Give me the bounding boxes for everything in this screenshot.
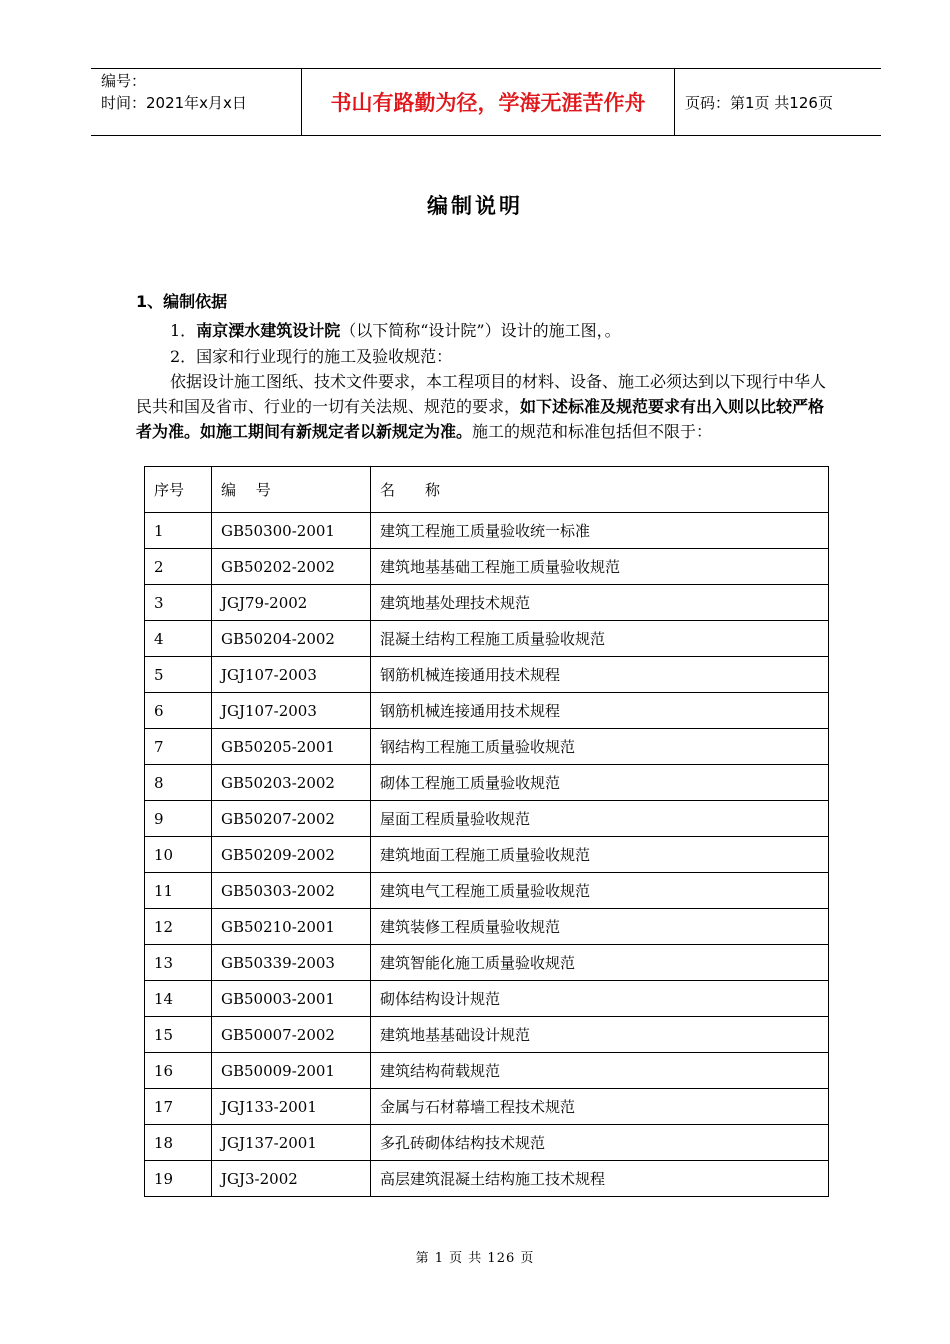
cell-code: JGJ133-2001	[212, 1089, 371, 1125]
cell-code: JGJ107-2003	[212, 693, 371, 729]
document-title: 编制说明	[427, 194, 523, 218]
table-row	[145, 909, 829, 945]
cell-index: 13	[145, 945, 212, 981]
cell-index: 9	[145, 801, 212, 837]
cell-code: GB50205-2001	[212, 729, 371, 765]
document-header	[91, 68, 881, 136]
cell-name: 建筑地面工程施工质量验收规范	[371, 837, 829, 873]
cell-index: 10	[145, 837, 212, 873]
cell-index: 11	[145, 873, 212, 909]
cell-name: 钢结构工程施工质量验收规范	[371, 729, 829, 765]
cell-index: 3	[145, 585, 212, 621]
table-row	[145, 837, 829, 873]
cell-name: 建筑电气工程施工质量验收规范	[371, 873, 829, 909]
cell-index: 15	[145, 1017, 212, 1053]
cell-index: 4	[145, 621, 212, 657]
design-institute-name: 南京溧水建筑设计院	[196, 321, 341, 340]
table-row	[145, 585, 829, 621]
cell-code: GB50007-2002	[212, 1017, 371, 1053]
table-row	[145, 549, 829, 585]
cell-name: 建筑工程施工质量验收统一标准	[371, 513, 829, 549]
cell-index: 12	[145, 909, 212, 945]
table-row	[145, 1161, 829, 1197]
paragraph-basis-1-rest: （以下简称“设计院”）设计的施工图，。	[340, 321, 621, 340]
cell-code: GB50210-2001	[212, 909, 371, 945]
cell-code: GB50003-2001	[212, 981, 371, 1017]
cell-name: 建筑地基处理技术规范	[371, 585, 829, 621]
cell-code: GB50303-2002	[212, 873, 371, 909]
table-row	[145, 729, 829, 765]
cell-name: 建筑智能化施工质量验收规范	[371, 945, 829, 981]
table-row	[145, 1125, 829, 1161]
cell-index: 16	[145, 1053, 212, 1089]
cell-name: 砌体工程施工质量验收规范	[371, 765, 829, 801]
cell-name: 屋面工程质量验收规范	[371, 801, 829, 837]
cell-code: GB50203-2002	[212, 765, 371, 801]
cell-code: JGJ3-2002	[212, 1161, 371, 1197]
paragraph-requirements	[136, 369, 836, 444]
cell-index: 1	[145, 513, 212, 549]
cell-code: GB50207-2002	[212, 801, 371, 837]
cell-index: 17	[145, 1089, 212, 1125]
cell-code: GB50300-2001	[212, 513, 371, 549]
table-header-name: 名 称	[371, 467, 829, 513]
table-row	[145, 981, 829, 1017]
cell-code: JGJ137-2001	[212, 1125, 371, 1161]
cell-name: 高层建筑混凝土结构施工技术规程	[371, 1161, 829, 1197]
cell-index: 7	[145, 729, 212, 765]
table-row	[145, 693, 829, 729]
paragraph-basis-2: 2．国家和行业现行的施工及验收规范：	[170, 347, 453, 366]
cell-code: JGJ107-2003	[212, 657, 371, 693]
cell-name: 建筑地基基础设计规范	[371, 1017, 829, 1053]
table-row	[145, 621, 829, 657]
header-page-info: 页码：第1页 共126页	[675, 69, 882, 136]
paragraph-basis-1	[136, 318, 836, 343]
cell-index: 14	[145, 981, 212, 1017]
table-header-index: 序号	[145, 467, 212, 513]
header-motto: 书山有路勤为径，学海无涯苦作舟	[302, 69, 675, 136]
header-meta	[91, 69, 302, 136]
cell-index: 18	[145, 1125, 212, 1161]
cell-code: GB50204-2002	[212, 621, 371, 657]
cell-code: GB50209-2002	[212, 837, 371, 873]
paragraph-requirements-text2: 施工的规范和标准包括但不限于：	[472, 422, 713, 441]
table-row	[145, 1017, 829, 1053]
cell-index: 19	[145, 1161, 212, 1197]
table-row	[145, 1089, 829, 1125]
cell-code: GB50009-2001	[212, 1053, 371, 1089]
table-header-code: 编 号	[212, 467, 371, 513]
table-row	[145, 1053, 829, 1089]
cell-name: 金属与石材幕墙工程技术规范	[371, 1089, 829, 1125]
cell-name: 砌体结构设计规范	[371, 981, 829, 1017]
table-row	[145, 945, 829, 981]
cell-name: 建筑结构荷载规范	[371, 1053, 829, 1089]
cell-name: 建筑装修工程质量验收规范	[371, 909, 829, 945]
document-number-label: 编号：	[101, 72, 147, 90]
paragraph-requirements-bold: 如下述标准及规范要求有出入则以比较严格者为准。如施工期间有新规定者以新规定为准。	[136, 397, 825, 441]
standards-table	[144, 466, 829, 1197]
cell-name: 建筑地基基础工程施工质量验收规范	[371, 549, 829, 585]
table-row	[145, 801, 829, 837]
table-row	[145, 873, 829, 909]
cell-index: 5	[145, 657, 212, 693]
cell-index: 6	[145, 693, 212, 729]
cell-index: 8	[145, 765, 212, 801]
cell-code: GB50339-2003	[212, 945, 371, 981]
cell-name: 钢筋机械连接通用技术规程	[371, 657, 829, 693]
table-row	[145, 513, 829, 549]
cell-code: JGJ79-2002	[212, 585, 371, 621]
cell-name: 多孔砖砌体结构技术规范	[371, 1125, 829, 1161]
table-header-row	[145, 467, 829, 513]
table-row	[145, 765, 829, 801]
document-time-label: 时间：2021年x月x日	[101, 94, 247, 112]
cell-code: GB50202-2002	[212, 549, 371, 585]
table-row	[145, 657, 829, 693]
page-footer: 第 1 页 共 126 页	[415, 1251, 535, 1266]
cell-name: 混凝土结构工程施工质量验收规范	[371, 621, 829, 657]
paragraph-requirements-text1: 依据设计施工图纸、技术文件要求，本工程项目的材料、设备、施工必须达到以下现行中华人民共和国及省市、行业的一切有关法规、规范的要求，	[136, 372, 827, 416]
cell-name: 钢筋机械连接通用技术规程	[371, 693, 829, 729]
paragraph-basis-1-prefix: 1．	[170, 321, 197, 340]
section-heading: 1、编制依据	[136, 292, 228, 311]
cell-index: 2	[145, 549, 212, 585]
